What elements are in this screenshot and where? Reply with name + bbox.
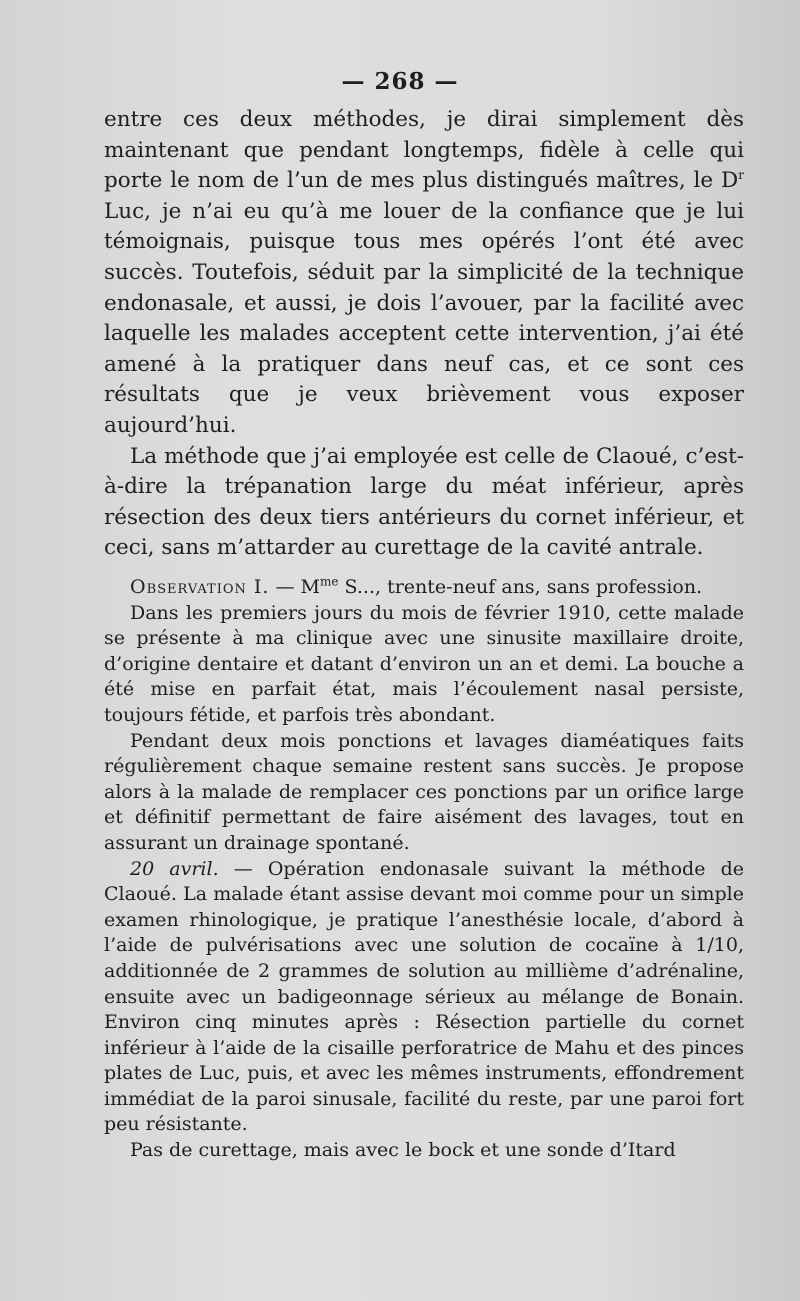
observation-section [104, 575, 744, 1164]
intro-paragraph-1-text: entre ces deux méthodes, je dirai simplement dès maintenant que pendant longtemps, fidèle à celle qui porte le nom de l’un de mes plus distingués maîtres, le D [104, 107, 744, 194]
observation-label: Observation I. [130, 576, 270, 598]
observation-paragraph-3 [104, 857, 744, 1139]
observation-paragraph-4: Pas de curettage, mais avec le bock et une sonde d’Itard [130, 1139, 676, 1162]
observation-title [104, 575, 744, 601]
observation-dash: — M [269, 576, 321, 598]
observation-paragraph-2: Pendant deux mois ponctions et lavages diaméatiques faits régulièrement chaque semaine restent sans succès. Je propose alors à la malade de remplacer ces ponctions par un orifice large et définitif permettant de faire aisément des lavages, tout en assurant un drainage spontané. [104, 729, 744, 854]
madame-superscript: me [320, 574, 339, 589]
intro-text [104, 105, 744, 564]
doctor-superscript: r [738, 168, 744, 183]
observation-title-rest: S..., trente-neuf ans, sans profession. [338, 576, 703, 598]
observation-paragraph-1: Dans les premiers jours du mois de février 1910, cette malade se présente à ma clinique avec une sinusite maxillaire droite, d’origine dentaire et datant d’environ un an et demi. La bouche a été mise en parfait état, mais l’écoulement nasal persiste, toujours fétide, et parfois très abondant. [104, 601, 744, 726]
page-number: — 268 — [341, 68, 459, 95]
operation-date: 20 avril. [130, 857, 219, 880]
observation-paragraph-3-text: — Opération endonasale suivant la méthode de Claoué. La malade étant assise devant moi comme pour un simple examen rhinologique, je pratique l’anesthésie locale, d’abord à l’aide de pulvérisations avec une solution de cocaïne à 1/10, additionnée de 2 grammes de solution au millième d’adrénaline, ensuite avec un badigeonnage sérieux au mélange de Bonain. Environ cinq minutes après : Résection partielle du cornet inférieur à l’aide de la cisaille perforatrice de Mahu et des pinces plates de Luc, puis, et avec les mêmes instruments, effondrement immédiat de la paroi sinusale, facilité du reste, par une paroi fort peu résistante. [104, 857, 744, 1136]
intro-paragraph-1-rest: Luc, je n’ai eu qu’à me louer de la confiance que je lui témoignais, puisque tous mes opérés l’ont été avec succès. Toutefois, séduit par la simplicité de la technique endonasale, et aussi, je dois l’avouer, par la facilité avec laquelle les malades acceptent cette intervention, j’ai été amené à la pratiquer dans neuf cas, et ce sont ces résultats que je veux brièvement vous exposer aujourd’hui. [104, 198, 744, 438]
intro-paragraph-1 [104, 105, 744, 442]
intro-paragraph-2: La méthode que j’ai employée est celle de Claoué, c’est-à-dire la trépanation large du méat inférieur, après résection des deux tiers antérieurs du cornet inférieur, et ceci, sans m’attarder au curettage de la cavité antrale. [104, 443, 744, 561]
